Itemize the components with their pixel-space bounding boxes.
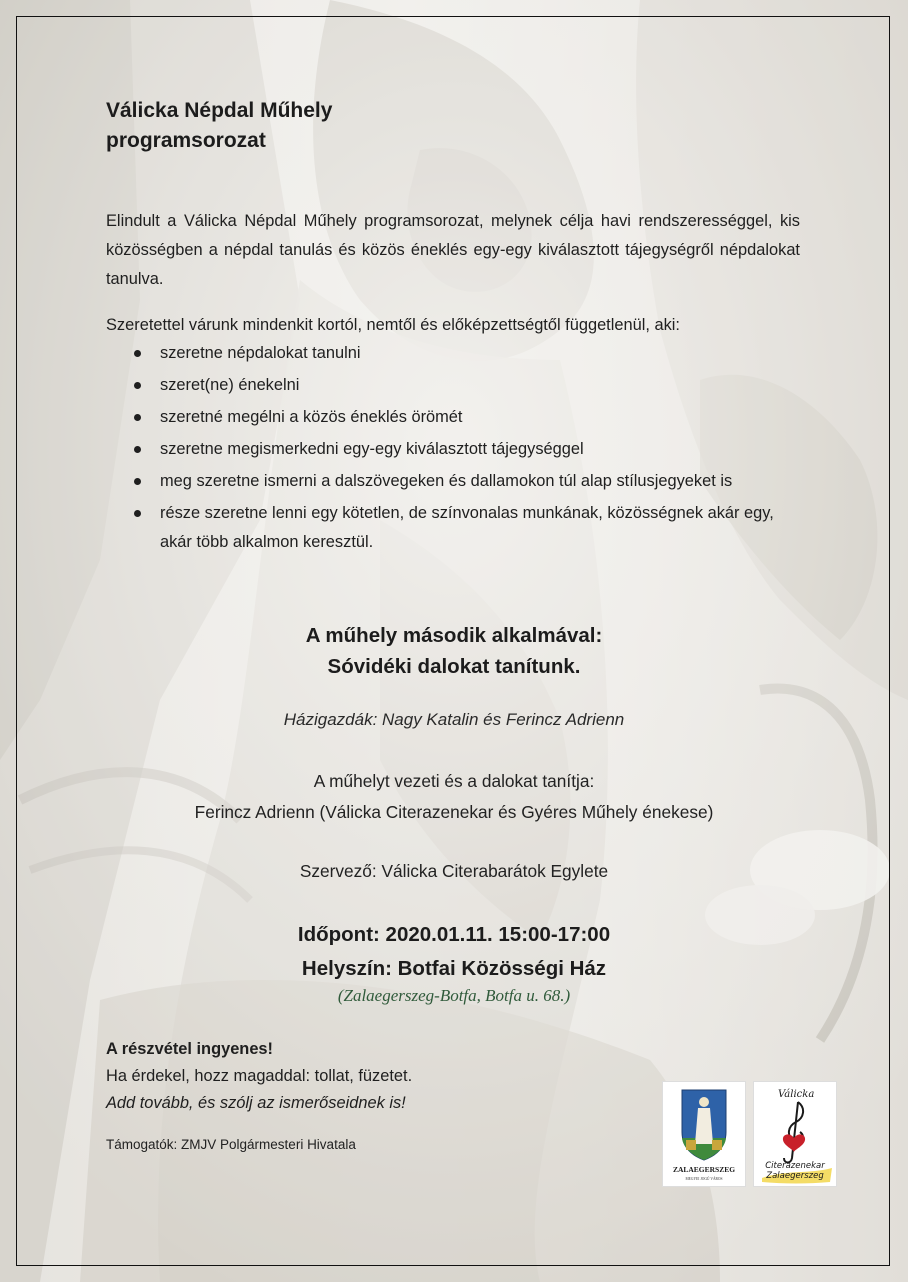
leader-info: [60, 766, 848, 828]
city-crest-icon: [663, 1082, 745, 1186]
band-logo: [754, 1082, 836, 1186]
leader-line-2: Ferincz Adrienn (Válicka Citerazenekar és Gyéres Műhely énekese): [194, 802, 714, 822]
share-note: Add tovább, és szólj az ismerőseidnek is!: [106, 1094, 406, 1112]
event-details: [60, 918, 848, 986]
treble-heart-icon: [754, 1082, 836, 1186]
band-logo-bottom-2: Zalaegerszeg: [766, 1171, 824, 1181]
session-heading: [60, 620, 848, 682]
list-item: meg szeretne ismerni a dalszövegeken és dallamokon túl alap stílusjegyeket is: [106, 467, 800, 496]
organizer-line: Szervező: Válicka Citerabarátok Egylete: [299, 861, 609, 881]
list-item: szeret(ne) énekelni: [106, 371, 800, 400]
invite-paragraph: Szeretettel várunk mindenkit kortól, nemtől és előképzettségtől függetlenül, aki:: [106, 316, 680, 334]
event-time: Időpont: 2020.01.11. 15:00-17:00: [297, 923, 611, 946]
sponsors-line: Támogatók: ZMJV Polgármesteri Hivatala: [106, 1137, 356, 1152]
free-entry-note: A részvétel ingyenes!: [106, 1040, 274, 1058]
audience-list: [106, 339, 800, 560]
list-item: része szeretne lenni egy kötetlen, de színvonalas munkának, közösségnek akár egy, akár több alkalmon keresztül.: [106, 499, 800, 557]
city-logo: [663, 1082, 745, 1186]
intro-paragraph: Elindult a Válicka Népdal Műhely programsorozat, melynek célja havi rendszerességgel, kis közösségben a népdal tanulás és közös éneklés egy-egy kiválasztott tájegységről népdalokat tanulva.: [106, 212, 800, 288]
band-logo-bottom-1: Citerazenekar: [765, 1161, 825, 1171]
event-address: (Zalaegerszeg-Botfa, Botfa u. 68.): [337, 986, 571, 1005]
city-logo-name: ZALAEGERSZEG: [672, 1165, 736, 1174]
event-place: Helyszín: Botfai Közösségi Ház: [301, 957, 607, 980]
footer-notes: [106, 1036, 412, 1117]
list-item: szeretne népdalokat tanulni: [106, 339, 800, 368]
title-line-1: Válicka Népdal Műhely: [106, 99, 333, 122]
document-title: [106, 96, 332, 156]
session-heading-line-1: A műhely második alkalmával:: [305, 624, 603, 647]
hosts-line: Házigazdák: Nagy Katalin és Ferincz Adrienn: [283, 710, 625, 729]
list-item: szeretne megismerkedni egy-egy kiválasztott tájegységgel: [106, 435, 800, 464]
city-logo-sub: MEGYEI JOGÚ VÁROS: [685, 1177, 723, 1181]
band-logo-top: Válicka: [778, 1089, 815, 1100]
session-heading-line-2: Sóvidéki dalokat tanítunk.: [327, 655, 581, 678]
title-line-2: programsorozat: [106, 129, 266, 152]
leader-line-1: A műhelyt vezeti és a dalokat tanítja:: [313, 771, 595, 791]
bring-note: Ha érdekel, hozz magaddal: tollat, füzetet.: [106, 1067, 413, 1085]
list-item: szeretné megélni a közös éneklés örömét: [106, 403, 800, 432]
